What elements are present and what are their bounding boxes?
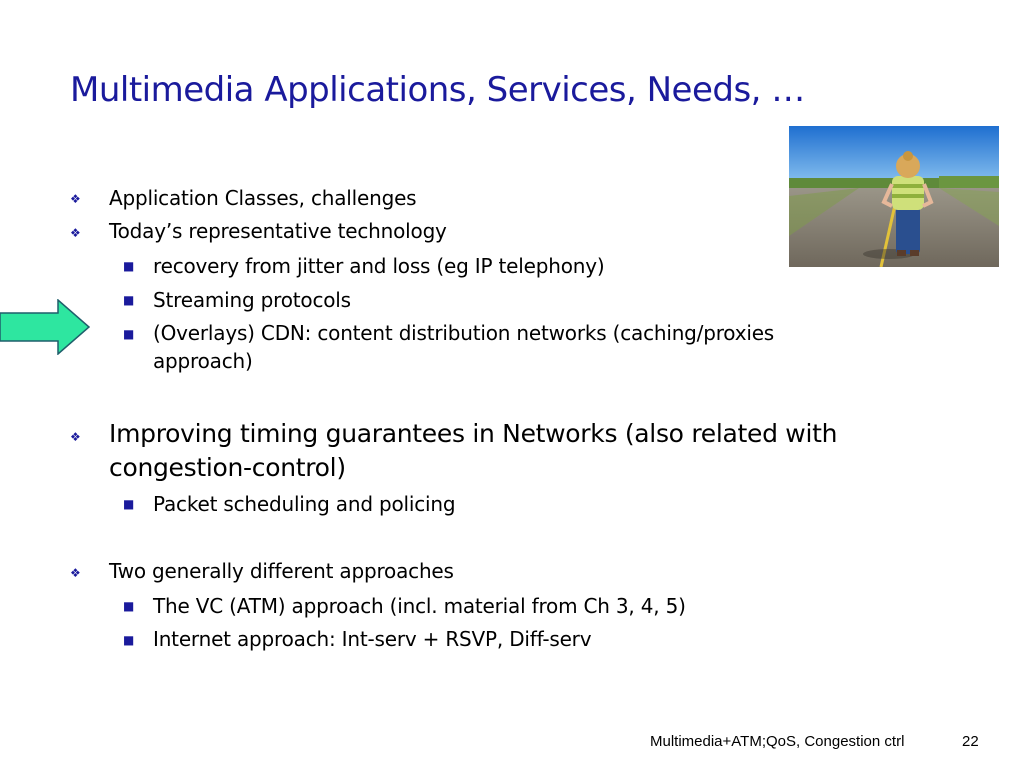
sub-list-item: recovery from jitter and loss (eg IP telephony) xyxy=(153,254,605,278)
sub-list-item: Streaming protocols xyxy=(153,288,351,312)
list-item: Two generally different approaches xyxy=(109,559,454,583)
square-bullet-icon: ■ xyxy=(123,259,135,273)
diamond-bullet-icon: ❖ xyxy=(70,192,81,206)
square-bullet-icon: ■ xyxy=(123,497,135,511)
list-item: Application Classes, challenges xyxy=(109,186,417,210)
green-arrow-icon xyxy=(0,299,90,355)
sub-list-item: (Overlays) CDN: content distribution networks (caching/proxies approach) xyxy=(153,321,775,373)
square-bullet-icon: ■ xyxy=(123,293,135,307)
diamond-bullet-icon: ❖ xyxy=(70,566,81,580)
footer-text: Multimedia+ATM;QoS, Congestion ctrl xyxy=(650,733,905,750)
square-bullet-icon: ■ xyxy=(123,633,135,647)
diamond-bullet-icon: ❖ xyxy=(70,226,81,240)
child-on-road-photo xyxy=(789,126,999,267)
sub-list-item: Packet scheduling and policing xyxy=(153,492,456,516)
list-item: Today’s representative technology xyxy=(109,219,447,243)
diamond-bullet-icon: ❖ xyxy=(70,430,81,444)
page-number: 22 xyxy=(962,733,979,750)
list-item: Improving timing guarantees in Networks (also related with congestion-control) xyxy=(109,419,838,482)
square-bullet-icon: ■ xyxy=(123,599,135,613)
slide-title: Multimedia Applications, Services, Needs, … xyxy=(70,70,805,110)
sub-list-item: Internet approach: Int-serv + RSVP, Diff-serv xyxy=(153,627,592,651)
sub-list-item: The VC (ATM) approach (incl. material from Ch 3, 4, 5) xyxy=(153,594,686,618)
square-bullet-icon: ■ xyxy=(123,327,135,341)
